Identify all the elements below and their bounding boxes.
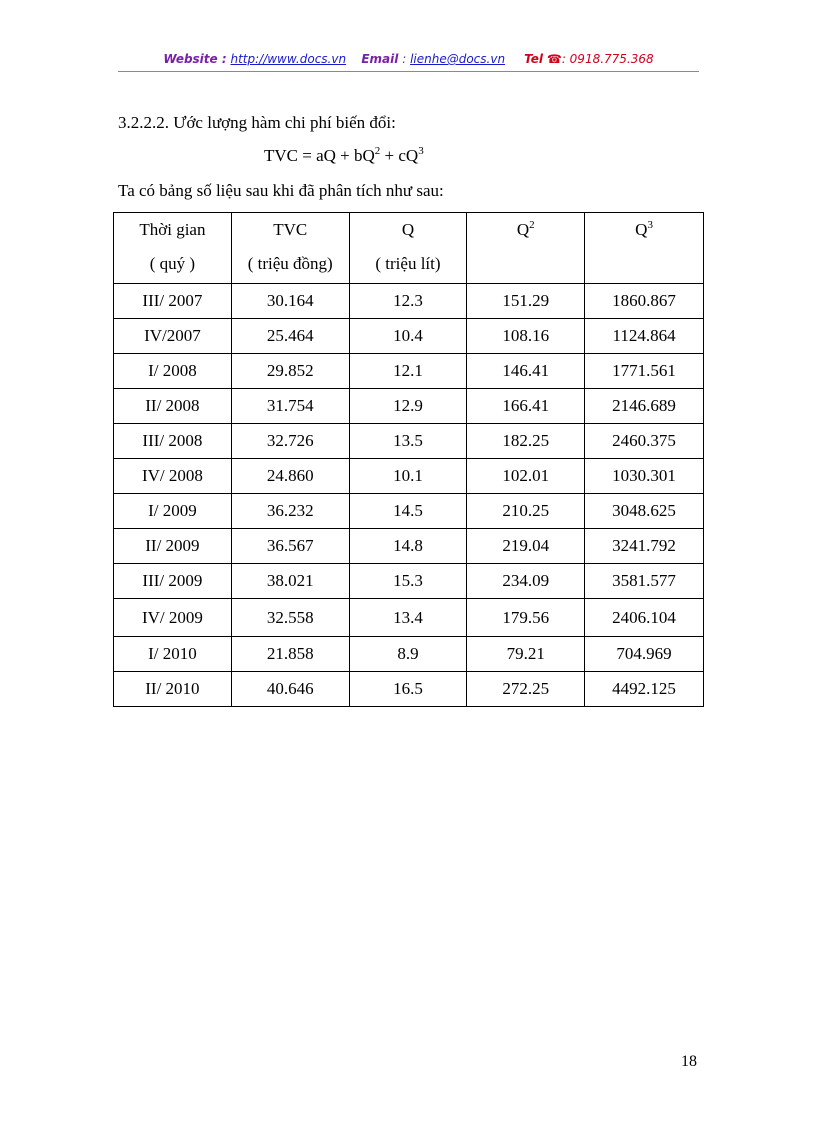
cell-q3: 1030.301	[585, 459, 704, 494]
page-header	[118, 52, 699, 66]
cell-tvc: 21.858	[231, 637, 349, 672]
cell-q3: 3241.792	[585, 529, 704, 564]
cell-q: 12.1	[349, 354, 467, 389]
cell-q2: 182.25	[467, 424, 585, 459]
formula-exponent-2: 2	[374, 145, 381, 157]
header-q	[349, 213, 467, 284]
cell-tvc: 30.164	[231, 284, 349, 319]
cell-period: I/ 2009	[114, 494, 232, 529]
cell-tvc: 24.860	[231, 459, 349, 494]
cell-q2: 151.29	[467, 284, 585, 319]
table-row	[114, 599, 704, 637]
table-row	[114, 354, 704, 389]
cell-tvc: 32.558	[231, 599, 349, 637]
cell-q2: 272.25	[467, 672, 585, 707]
cell-tvc: 38.021	[231, 564, 349, 599]
cell-period: III/ 2008	[114, 424, 232, 459]
cell-q: 12.9	[349, 389, 467, 424]
header-q2-exponent: 2	[529, 219, 535, 231]
table-row	[114, 389, 704, 424]
email-separator: :	[402, 52, 407, 66]
cell-q: 14.8	[349, 529, 467, 564]
phone-icon: ☎	[546, 52, 562, 66]
header-tvc	[231, 213, 349, 284]
cell-q2: 146.41	[467, 354, 585, 389]
cell-q: 10.1	[349, 459, 467, 494]
cell-period: II/ 2008	[114, 389, 232, 424]
table-intro: Ta có bảng số liệu sau khi đã phân tích như sau:	[118, 181, 444, 200]
cell-q2: 79.21	[467, 637, 585, 672]
cell-q: 10.4	[349, 319, 467, 354]
table-row	[114, 564, 704, 599]
header-q-line1: Q	[401, 220, 415, 239]
section-heading: 3.2.2.2. Ước lượng hàm chi phí biến đổi:	[118, 113, 396, 132]
cell-q2: 108.16	[467, 319, 585, 354]
table-row	[114, 529, 704, 564]
cell-tvc: 36.232	[231, 494, 349, 529]
table-row	[114, 459, 704, 494]
formula-mid: + cQ	[380, 146, 419, 165]
cell-q: 15.3	[349, 564, 467, 599]
header-q3	[585, 213, 704, 284]
cell-q3: 3581.577	[585, 564, 704, 599]
email-link[interactable]: lienhe@docs.vn	[410, 52, 506, 66]
cell-q3: 1860.867	[585, 284, 704, 319]
cell-q: 14.5	[349, 494, 467, 529]
table-row	[114, 319, 704, 354]
cell-q3: 1124.864	[585, 319, 704, 354]
header-divider	[118, 71, 699, 72]
header-q2-base: Q	[516, 220, 530, 239]
table-row	[114, 637, 704, 672]
cell-q3: 4492.125	[585, 672, 704, 707]
cell-tvc: 25.464	[231, 319, 349, 354]
cell-q3: 704.969	[585, 637, 704, 672]
cell-period: IV/ 2008	[114, 459, 232, 494]
cell-period: I/ 2008	[114, 354, 232, 389]
table-body	[114, 284, 704, 707]
cell-tvc: 36.567	[231, 529, 349, 564]
cell-q: 16.5	[349, 672, 467, 707]
cell-q3: 2146.689	[585, 389, 704, 424]
cell-period: II/ 2010	[114, 672, 232, 707]
website-label: Website :	[163, 52, 227, 66]
formula-main: TVC = aQ + bQ	[264, 146, 375, 165]
email-label: Email	[361, 52, 399, 66]
cell-q2: 102.01	[467, 459, 585, 494]
cell-tvc: 31.754	[231, 389, 349, 424]
table-row	[114, 284, 704, 319]
header-q2	[467, 213, 585, 284]
cell-q: 13.4	[349, 599, 467, 637]
cost-formula	[264, 146, 424, 166]
cell-q: 12.3	[349, 284, 467, 319]
cell-q3: 1771.561	[585, 354, 704, 389]
cell-q3: 3048.625	[585, 494, 704, 529]
cell-period: III/ 2009	[114, 564, 232, 599]
cell-q2: 166.41	[467, 389, 585, 424]
header-q3-exponent: 3	[647, 219, 653, 231]
cell-q3: 2406.104	[585, 599, 704, 637]
table-header-row	[114, 213, 704, 284]
header-q-line2: ( triệu lít)	[375, 254, 441, 273]
data-table	[113, 212, 704, 707]
header-period	[114, 213, 232, 284]
cell-q2: 219.04	[467, 529, 585, 564]
cell-period: IV/2007	[114, 319, 232, 354]
cell-tvc: 40.646	[231, 672, 349, 707]
cell-period: II/ 2009	[114, 529, 232, 564]
cell-q2: 210.25	[467, 494, 585, 529]
cell-q2: 179.56	[467, 599, 585, 637]
cell-period: I/ 2010	[114, 637, 232, 672]
tel-value: : 0918.775.368	[561, 52, 654, 66]
header-period-line1: Thời gian	[139, 220, 206, 239]
formula-exponent-3: 3	[418, 145, 424, 157]
header-tvc-line1: TVC	[273, 220, 308, 239]
cell-q: 13.5	[349, 424, 467, 459]
cell-q: 8.9	[349, 637, 467, 672]
cell-q2: 234.09	[467, 564, 585, 599]
cell-tvc: 32.726	[231, 424, 349, 459]
cell-tvc: 29.852	[231, 354, 349, 389]
website-link[interactable]: http://www.docs.vn	[230, 52, 347, 66]
table-row	[114, 672, 704, 707]
tel-label: Tel	[524, 52, 544, 66]
header-period-line2: ( quý )	[149, 254, 196, 273]
table-row	[114, 494, 704, 529]
cell-period: III/ 2007	[114, 284, 232, 319]
cell-period: IV/ 2009	[114, 599, 232, 637]
cell-q3: 2460.375	[585, 424, 704, 459]
page-number: 18	[681, 1053, 697, 1070]
header-tvc-line2: ( triệu đồng)	[247, 254, 333, 273]
header-q3-base: Q	[635, 220, 648, 239]
table-row	[114, 424, 704, 459]
